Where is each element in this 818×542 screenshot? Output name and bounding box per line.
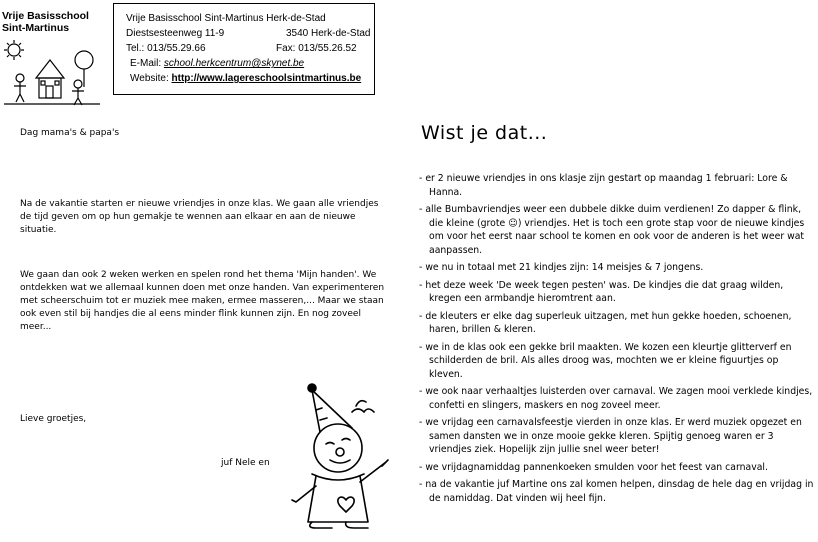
list-item: - het deze week 'De week tegen pesten' was. De kindjes die dat graag wilden, kregen een armbandje hieromtrent aan.: [419, 279, 814, 306]
list-item: - we in de klas ook een gekke bril maakten. We kozen een kleurtje glitterverf en schilderden de bril. Als alles droog was, mochten we er kleine figuurtjes op kleven.: [419, 341, 814, 382]
school-logo: [2, 2, 102, 110]
children-drawing: [2, 38, 102, 108]
logo-title: Vrije Basisschool Sint-Martinus: [2, 10, 89, 34]
list-item: - we vrijdag een carnavalsfeestje vierden in onze klas. Er werd muziek opgezet en samen dansten we in onze mooie gekke kleren. Spijtig genoeg waren er 3 vriendjes ziek. Hopelijk zijn jullie snel weer beter!: [419, 416, 814, 457]
email-label: E-Mail:: [130, 58, 162, 69]
letter-closing: Lieve groetjes,: [20, 414, 87, 424]
clown-illustration: [282, 382, 392, 532]
list-item: - de kleuters er elke dag superleuk uitzagen, met hun gekke hoeden, schoenen, haren, brillen & kleren.: [419, 310, 814, 337]
list-item: - alle Bumbavriendjes weer een dubbele dikke duim verdienen! Zo dapper & flink, die kleine (grote ☺) vriendjes. Het is toch een grote stap voor de nieuwe kindjes om voor het eerst naar school te komen en ook voor de anderen is het weer wat aanpassen.: [419, 203, 814, 257]
letter-signature: juf Nele en: [221, 458, 270, 468]
list-item: - we vrijdagnamiddag pannenkoeken smulden voor het feest van carnaval.: [419, 461, 814, 475]
list-item: - na de vakantie juf Martine ons zal komen helpen, dinsdag de hele dag en vrijdag in de namiddag. Dat vinden wij heel fijn.: [419, 478, 814, 505]
list-item: - we ook naar verhaaltjes luisterden over carnaval. We zagen mooi verklede kindjes, confetti en slingers, maskers en nog zoveel meer.: [419, 385, 814, 412]
city: 3540 Herk-de-Stad: [286, 28, 371, 39]
website-link[interactable]: http://www.lagereschoolsintmartinus.be: [171, 73, 362, 84]
facts-title: Wist je dat...: [421, 122, 548, 144]
school-contact-box: [113, 3, 375, 95]
list-item: - we nu in totaal met 21 kindjes zijn: 14 meisjes & 7 jongens.: [419, 261, 814, 275]
school-name: Vrije Basisschool Sint-Martinus Herk-de-Stad: [126, 13, 326, 24]
street-address: Diestsesteenweg 11-9: [126, 28, 225, 39]
telephone: Tel.: 013/55.29.66: [126, 43, 206, 54]
letter-paragraph-1: Na de vakantie starten er nieuwe vriendjes in onze klas. We gaan alle vriendjes de tijd geven om op hun gemakje te wennen aan elkaar en aan de nieuwe situatie.: [20, 199, 379, 235]
letter-greeting: Dag mama's & papa's: [20, 128, 120, 138]
fax: Fax: 013/55.26.52: [276, 43, 357, 54]
letter-paragraph-2: We gaan dan ook 2 weken werken en spelen rond het thema 'Mijn handen'. We ontdekken wat we allemaal kunnen doen met onze handen. Van experimenteren met scheerschuim tot er muziek mee maken, ermee masseren,... Maar we staan ook even stil bij handjes die al eens minder flink kunnen zijn. En nog zoveel meer...: [20, 270, 385, 332]
list-item: - er 2 nieuwe vriendjes in ons klasje zijn gestart op maandag 1 februari: Lore & Hanna.: [419, 172, 814, 199]
email-link[interactable]: school.herkcentrum@skynet.be: [163, 58, 305, 69]
website-label: Website:: [130, 73, 169, 84]
facts-list: [419, 172, 814, 509]
